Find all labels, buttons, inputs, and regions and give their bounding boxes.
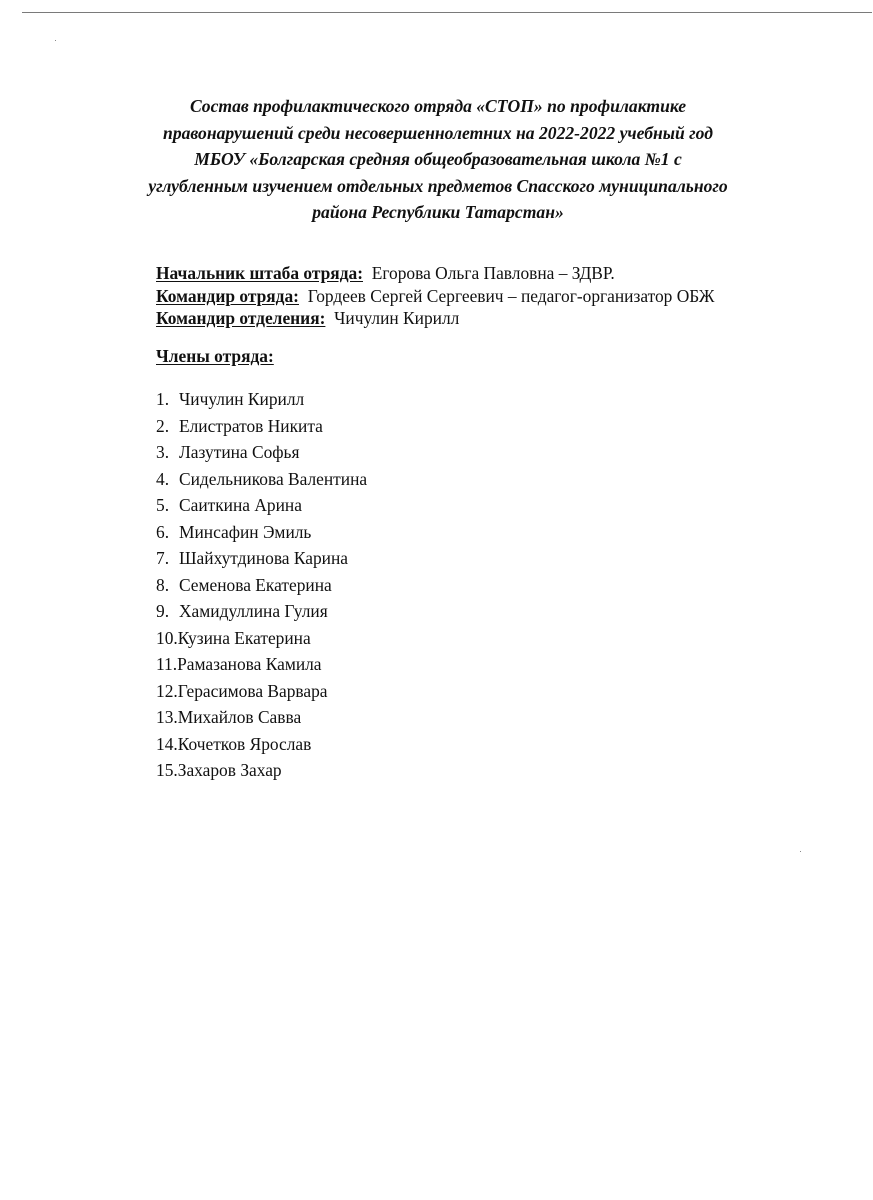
title-line: района Республики Татарстан» [312, 202, 564, 222]
list-item [156, 704, 367, 731]
list-item [156, 492, 367, 519]
member-name: Кузина Екатерина [177, 627, 311, 648]
member-number: 5. [156, 495, 170, 515]
scan-speck [55, 40, 56, 41]
member-name: Елистратов Никита [179, 415, 323, 436]
list-item [156, 678, 367, 705]
list-item [156, 625, 367, 652]
member-name: Сидельникова Валентина [179, 468, 368, 489]
member-number: 10. [156, 627, 178, 648]
staff-person: Гордеев Сергей Сергеевич – педагог-организатор ОБЖ [307, 285, 715, 306]
title-line: правонарушений среди несовершеннолетних на 2022-2022 учебный год [163, 122, 713, 143]
staff-role: Начальник штаба отряда: [156, 263, 363, 283]
member-name: Кочетков Ярослав [177, 733, 312, 754]
staff-line-chief-of-staff [156, 262, 714, 285]
member-name: Семенова Екатерина [179, 574, 332, 595]
member-name: Захаров Захар [177, 760, 282, 780]
member-name: Рамазанова Камила [177, 654, 322, 674]
staff-line-section-commander [156, 307, 714, 330]
member-name: Герасимова Варвара [177, 680, 328, 701]
list-item [156, 651, 367, 678]
list-item [156, 545, 367, 572]
list-item [156, 413, 367, 440]
list-item [156, 757, 367, 784]
member-name: Минсафин Эмиль [179, 521, 312, 542]
staff-block [156, 262, 714, 330]
list-item [156, 386, 367, 413]
members-heading: Члены отряда: [156, 346, 274, 366]
staff-role: Командир отряда: [156, 285, 299, 306]
scan-speck [800, 851, 801, 852]
member-number: 4. [156, 468, 170, 489]
list-item [156, 572, 367, 599]
members-list [156, 386, 367, 784]
member-number: 6. [156, 521, 170, 542]
scan-top-edge-line [22, 12, 872, 13]
member-number: 12. [156, 680, 178, 701]
staff-role: Командир отделения: [156, 308, 326, 328]
member-number: 11. [156, 654, 178, 674]
member-name: Саиткина Арина [179, 495, 302, 515]
staff-person: Егорова Ольга Павловна – ЗДВР. [371, 263, 615, 283]
member-name: Чичулин Кирилл [179, 389, 305, 409]
member-number: 2. [156, 415, 170, 436]
list-item [156, 439, 367, 466]
staff-person: Чичулин Кирилл [334, 308, 460, 328]
title-line: углубленным изучением отдельных предметов Спасского муниципального [148, 175, 728, 196]
list-item [156, 731, 367, 758]
list-item [156, 519, 367, 546]
member-number: 8. [156, 574, 170, 595]
member-name: Михайлов Савва [177, 707, 302, 727]
list-item [156, 598, 367, 625]
member-number: 3. [156, 442, 170, 462]
member-number: 9. [156, 601, 170, 621]
member-number: 13. [156, 707, 178, 727]
title-line: Состав профилактического отряда «СТОП» по профилактике [189, 96, 687, 116]
title-line: МБОУ «Болгарская средняя общеобразовательная школа №1 с [194, 149, 682, 169]
member-name: Шайхутдинова Карина [179, 548, 348, 568]
member-number: 14. [156, 733, 178, 754]
document-title [120, 93, 756, 226]
staff-line-squad-commander [156, 285, 714, 308]
member-number: 7. [156, 548, 170, 568]
member-number: 1. [156, 389, 170, 409]
list-item [156, 466, 367, 493]
member-name: Хамидуллина Гулия [179, 601, 328, 621]
member-name: Лазутина Софья [179, 442, 300, 462]
member-number: 15. [156, 760, 178, 780]
